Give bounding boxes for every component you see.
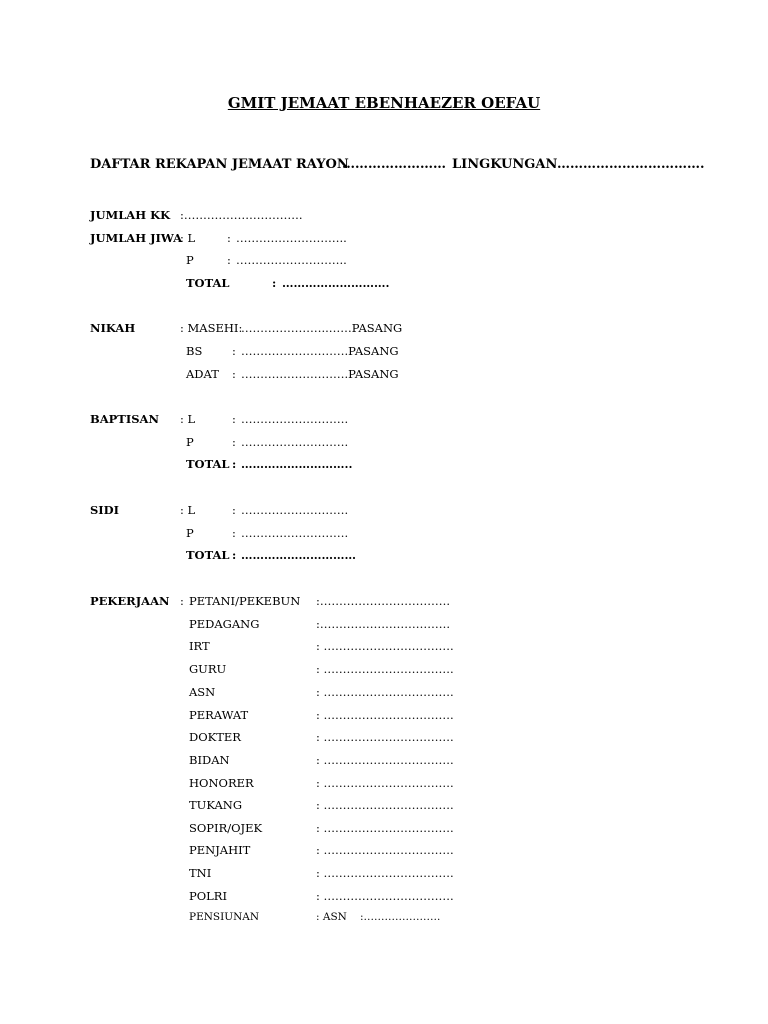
job-name: ASN [189, 685, 216, 699]
jumlah-kk-field: :…………………………. [180, 208, 303, 222]
sidi-l-sep: : [232, 503, 236, 517]
jiwa-l-label: : L [180, 231, 196, 245]
job-field: : ……………………………. [316, 730, 454, 744]
nikah-label: NIKAH [90, 321, 136, 335]
job-field: : ASN [316, 911, 347, 923]
pekerjaan-colon: : [180, 594, 184, 608]
job-name: PETANI/PEKEBUN [189, 594, 301, 608]
job-name: HONORER [189, 776, 254, 790]
job-field: : ……………………………. [316, 708, 454, 722]
nikah-bs-sep: : [232, 344, 236, 358]
job-field: : ……………………………. [316, 639, 454, 653]
job-field: : ……………………………. [316, 843, 454, 857]
baptisan-p-sep: : [232, 435, 236, 449]
sidi-total-field: ………………………… [241, 548, 356, 562]
jumlah-jiwa-label: JUMLAH JIWA [90, 231, 182, 245]
sidi-l-field: ………………………. [241, 503, 349, 517]
jiwa-total-sep: : [272, 276, 277, 290]
nikah-adat-field: ……………………….PASANG [241, 367, 399, 381]
jiwa-p-label: P [186, 253, 194, 267]
baptisan-p-label: P [186, 435, 194, 449]
document-title: GMIT JEMAAT EBENHAEZER OEFAU [227, 94, 541, 112]
sidi-label: SIDI [90, 503, 120, 517]
baptisan-total-label: TOTAL [186, 457, 230, 471]
job-name: DOKTER [189, 730, 241, 744]
job-field: :……………………………. [316, 594, 451, 608]
lingkungan-label: LINGKUNGAN [452, 157, 558, 172]
lingkungan-field: ……………………………. [557, 157, 705, 172]
jiwa-total-label: TOTAL [186, 276, 230, 290]
baptisan-p-field: ………………………. [241, 435, 349, 449]
sidi-l-label: : L [180, 503, 196, 517]
nikah-bs-field: ……………………….PASANG [241, 344, 399, 358]
jiwa-l-sep: : [227, 231, 231, 245]
job-name: GURU [189, 662, 227, 676]
job-name: PENJAHIT [189, 843, 251, 857]
jiwa-p-sep: : [227, 253, 231, 267]
baptisan-l-sep: : [232, 412, 236, 426]
baptisan-total-sep: : [232, 457, 237, 471]
job-name: PERAWAT [189, 708, 249, 722]
job-field: : ……………………………. [316, 889, 454, 903]
baptisan-total-field: ……………………….. [241, 457, 353, 471]
jumlah-kk-label: JUMLAH KK [90, 208, 171, 222]
jiwa-p-field: ……………………….. [236, 253, 347, 267]
nikah-masehi-field: …………………..……PASANG [241, 321, 403, 335]
baptisan-l-field: ………………………. [241, 412, 349, 426]
job-name: BIDAN [189, 753, 230, 767]
rayon-label: DAFTAR REKAPAN JEMAAT RAYON [90, 157, 349, 172]
nikah-bs-label: BS [186, 344, 203, 358]
sidi-total-label: TOTAL [186, 548, 230, 562]
baptisan-l-label: : L [180, 412, 196, 426]
nikah-adat-label: ADAT [186, 367, 219, 381]
jiwa-l-field: ……………………….. [236, 231, 347, 245]
job-field: : ……………………………. [316, 662, 454, 676]
job-field: :……………………………. [316, 617, 451, 631]
sidi-p-label: P [186, 526, 194, 540]
nikah-adat-sep: : [232, 367, 236, 381]
job-name: TUKANG [189, 798, 243, 812]
job-field: : ……………………………. [316, 821, 454, 835]
job-name: POLRI [189, 889, 228, 903]
rayon-field: …………………… [342, 157, 446, 172]
pekerjaan-label: PEKERJAAN [90, 594, 170, 608]
job-field: : ……………………………. [316, 753, 454, 767]
job-extra-field: :…………………. [360, 911, 441, 923]
job-field: : ……………………………. [316, 798, 454, 812]
sidi-p-field: ………………………. [241, 526, 349, 540]
sidi-p-sep: : [232, 526, 236, 540]
job-name: TNI [189, 866, 212, 880]
job-field: : ……………………………. [316, 866, 454, 880]
sidi-total-sep: : [232, 548, 237, 562]
jiwa-total-field: ………………………. [282, 276, 390, 290]
job-name: PENSIUNAN [189, 911, 260, 923]
job-field: : ……………………………. [316, 776, 454, 790]
job-name: SOPIR/OJEK [189, 821, 263, 835]
job-field: : ……………………………. [316, 685, 454, 699]
nikah-masehi-label: : MASEHI: [180, 321, 243, 335]
job-name: PEDAGANG [189, 617, 260, 631]
job-name: IRT [189, 639, 210, 653]
baptisan-label: BAPTISAN [90, 412, 159, 426]
